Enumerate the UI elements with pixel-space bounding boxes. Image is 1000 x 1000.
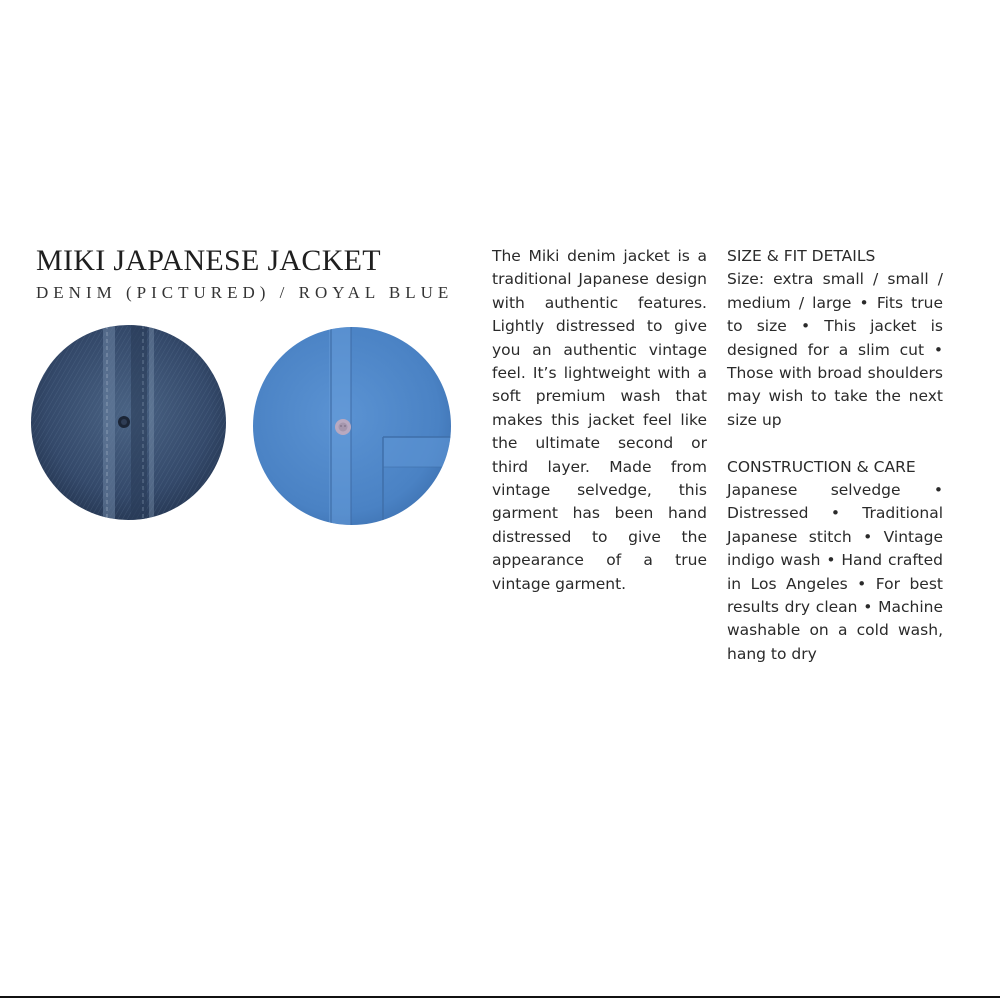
size-fit-heading: SIZE & FIT DETAILS (727, 247, 876, 265)
product-description: The Miki denim jacket is a traditional Japanese design with authentic features. Lightly distressed to give you an authentic vintage feel. It’s lightweight with a soft premium wash that makes this jacket feel like the ultimate second or third layer. Made from vintage selvedge, this garment has been hand distressed to give the appearance of a true vintage garment. (492, 247, 707, 593)
product-title: MIKI JAPANESE JACKET (36, 244, 381, 277)
size-fit-text: Size: extra small / small / medium / large • Fits true to size • This jacket is designed for a slim cut • Those with broad shoulders may wish to take the next size up (727, 270, 943, 429)
denim-swatch-image (31, 325, 226, 520)
construction-care-text: Japanese selvedge • Distressed • Traditional Japanese stitch • Vintage indigo wash • Hand crafted in Los Angeles • For best results dry clean • Machine washable on a cold wash, hang to dry (727, 481, 943, 663)
details-column (727, 245, 943, 666)
royal-blue-swatch-image (253, 327, 451, 525)
product-colors: DENIM (PICTURED) / ROYAL BLUE (36, 283, 454, 302)
description-column (492, 245, 707, 596)
construction-care-heading: CONSTRUCTION & CARE (727, 457, 916, 476)
